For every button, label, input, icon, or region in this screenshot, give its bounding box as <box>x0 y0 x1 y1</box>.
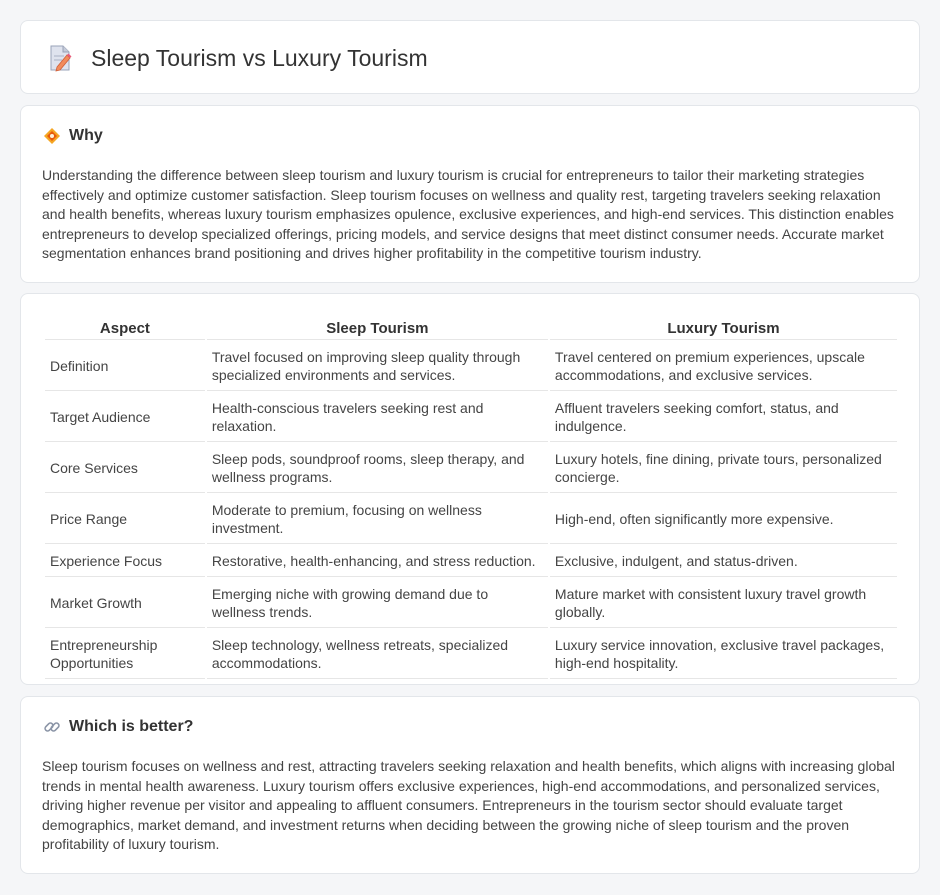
row-aspect: Experience Focus <box>45 546 205 577</box>
better-card <box>20 696 920 874</box>
table-row <box>45 579 897 628</box>
comparison-card <box>20 293 920 685</box>
row-sleep-value: Travel focused on improving sleep quality through specialized environments and services. <box>207 342 548 391</box>
row-aspect: Core Services <box>45 444 205 493</box>
link-icon <box>43 718 61 736</box>
row-luxury-value: Travel centered on premium experiences, upscale accommodations, and exclusive services. <box>550 342 897 391</box>
table-row <box>45 630 897 679</box>
row-aspect: Entrepreneurship Opportunities <box>45 630 205 679</box>
why-title: Why <box>69 127 103 144</box>
row-aspect: Market Growth <box>45 579 205 628</box>
table-row <box>45 393 897 442</box>
better-title: Which is better? <box>69 718 194 735</box>
row-aspect: Target Audience <box>45 393 205 442</box>
row-sleep-value: Sleep pods, soundproof rooms, sleep therapy, and wellness programs. <box>207 444 548 493</box>
row-sleep-value: Moderate to premium, focusing on wellness investment. <box>207 495 548 544</box>
header-luxury-tourism: Luxury Tourism <box>550 316 897 340</box>
row-sleep-value: Emerging niche with growing demand due to wellness trends. <box>207 579 548 628</box>
row-sleep-value: Restorative, health-enhancing, and stress reduction. <box>207 546 548 577</box>
row-luxury-value: Mature market with consistent luxury travel growth globally. <box>550 579 897 628</box>
table-row <box>45 546 897 577</box>
better-text: Sleep tourism focuses on wellness and rest, attracting travelers seeking relaxation and health benefits, which aligns with increasing global trends in mental health awareness. Luxury tourism offers exclusive experiences, high-end accommodations, and personalized services, driving higher revenue per visitor and appealing to affluent consumers. Entrepreneurs in the tourism sector should evaluate target demographics, market demand, and investment returns when deciding between the growing niche of sleep tourism and the proven profitability of luxury tourism. <box>42 758 895 853</box>
document-pencil-icon <box>45 43 75 73</box>
row-luxury-value: Affluent travelers seeking comfort, status, and indulgence. <box>550 393 897 442</box>
table-row <box>45 444 897 493</box>
table-header-row <box>45 316 897 340</box>
page-title: Sleep Tourism vs Luxury Tourism <box>91 44 428 71</box>
row-luxury-value: High-end, often significantly more expensive. <box>550 495 897 544</box>
comparison-table <box>43 314 899 681</box>
why-header <box>43 127 103 145</box>
why-text: Understanding the difference between sleep tourism and luxury tourism is crucial for entrepreneurs to tailor their marketing strategies effectively and optimize customer satisfaction. Sleep tourism focuses on wellness and quality rest, targeting travelers seeking relaxation and health benefits, whereas luxury tourism emphasizes opulence, exclusive experiences, and high-end services. This distinction enables entrepreneurs to develop specialized offerings, pricing models, and service designs that meet distinct consumer needs. Accurate market segmentation enhances brand positioning and drives higher profitability in the competitive tourism industry. <box>42 167 894 262</box>
header-sleep-tourism: Sleep Tourism <box>207 316 548 340</box>
row-sleep-value: Sleep technology, wellness retreats, specialized accommodations. <box>207 630 548 679</box>
diamond-icon <box>43 127 61 145</box>
row-sleep-value: Health-conscious travelers seeking rest and relaxation. <box>207 393 548 442</box>
row-aspect: Definition <box>45 342 205 391</box>
row-luxury-value: Luxury hotels, fine dining, private tours, personalized concierge. <box>550 444 897 493</box>
row-luxury-value: Exclusive, indulgent, and status-driven. <box>550 546 897 577</box>
title-card <box>20 20 920 94</box>
table-row <box>45 495 897 544</box>
header-aspect: Aspect <box>45 316 205 340</box>
row-luxury-value: Luxury service innovation, exclusive travel packages, high-end hospitality. <box>550 630 897 679</box>
why-card <box>20 105 920 283</box>
table-row <box>45 342 897 391</box>
row-aspect: Price Range <box>45 495 205 544</box>
title-row <box>45 43 428 73</box>
better-header <box>43 718 193 736</box>
